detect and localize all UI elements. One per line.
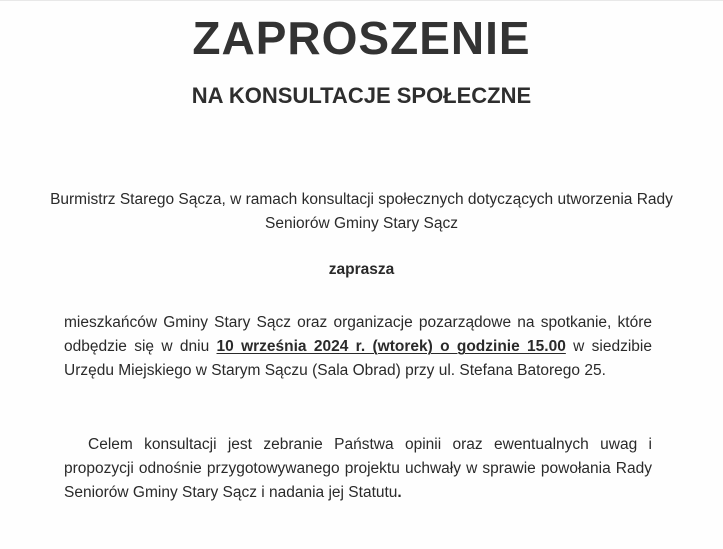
purpose-end: . [397,484,402,501]
meeting-text-end: w siedzibie Urzędu Miejskiego w Starym Sączu (Sala Obrad) przy ul. Stefana Batorego 25. [64,338,652,379]
meeting-date: 10 września 2024 r. (wtorek) o godzinie 15.00 [216,338,566,355]
document-title: ZAPROSZENIE [192,12,531,64]
purpose-paragraph [64,433,652,505]
intro-text: Burmistrz Starego Sącza, w ramach konsultacji społecznych dotyczących utworzenia Rady Seniorów Gminy Stary Sącz [50,191,673,232]
purpose-text: Celem konsultacji jest zebranie Państwa opinii oraz ewentualnych uwag i propozycji odnośnie przygotowywanego projektu uchwały w sprawie powołania Rady Seniorów Gminy Stary Sącz i nadania jej Statutu [64,436,652,501]
meeting-paragraph [64,311,652,383]
meeting-text-start: mieszkańców Gminy Stary Sącz oraz organizacje pozarządowe na spotkanie, które odbędzie się w dniu [64,314,652,355]
document-subtitle: NA KONSULTACJE SPOŁECZNE [191,83,532,108]
invite-word: zaprasza [328,261,395,278]
